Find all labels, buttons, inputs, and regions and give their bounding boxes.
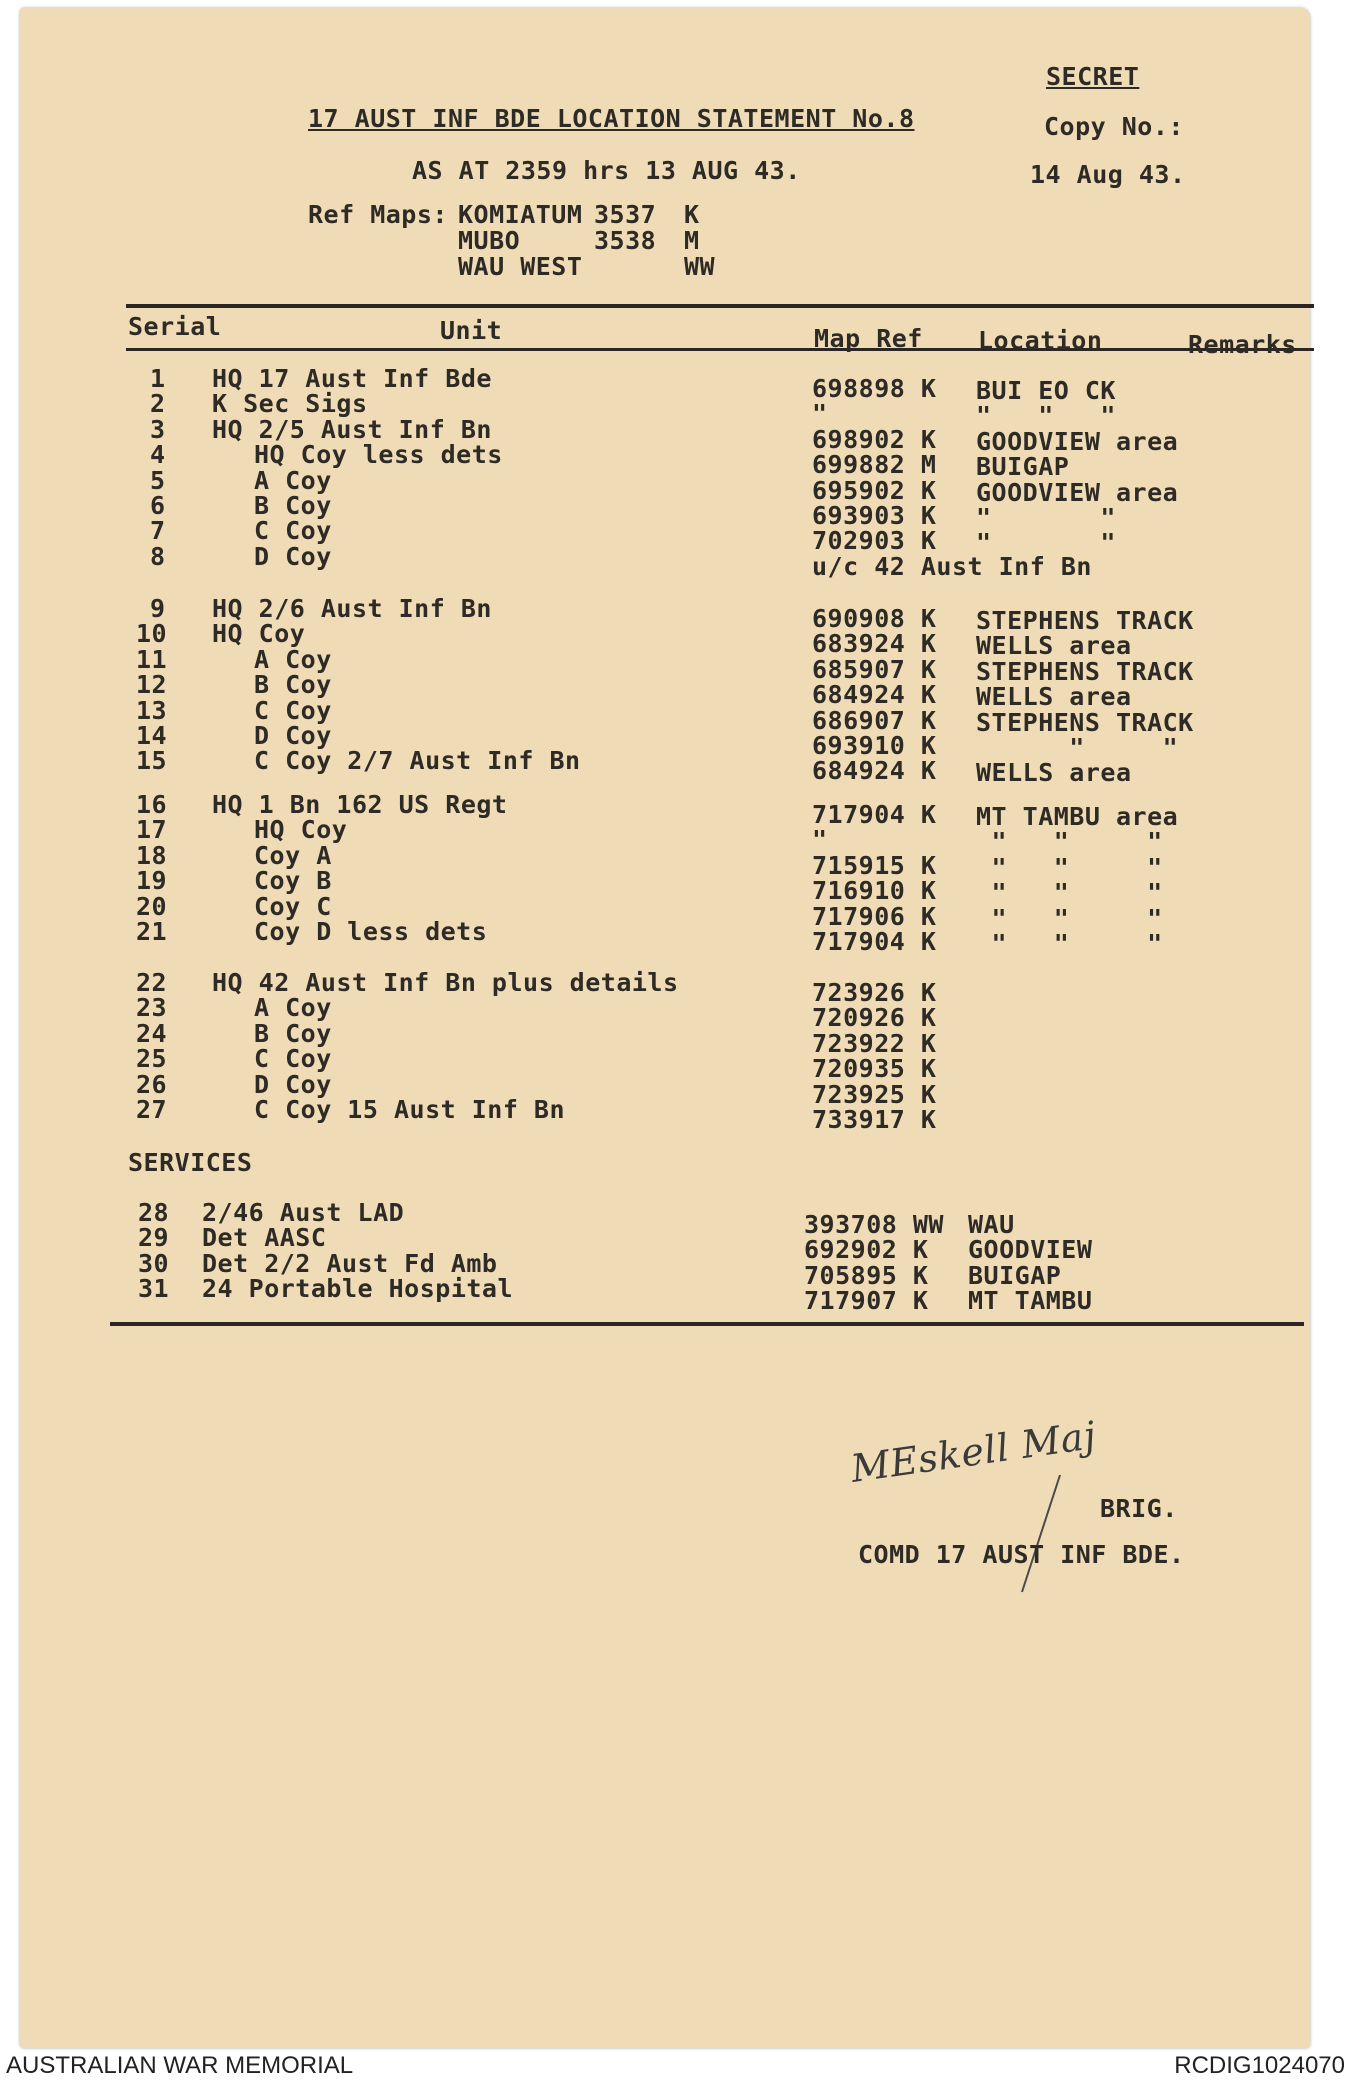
service-map-ref: 692902 K xyxy=(804,1235,929,1264)
header-bottom-rule xyxy=(126,348,1314,351)
row-serial: 19 xyxy=(136,866,168,895)
row-location: " " " xyxy=(976,878,1163,907)
row-location: STEPHENS TRACK xyxy=(976,708,1194,737)
row-map-ref: 717906 K xyxy=(812,902,937,931)
row-map-ref: 699882 M xyxy=(812,450,937,479)
row-map-ref: " xyxy=(812,399,828,428)
row-map-ref: 690908 K xyxy=(812,604,937,633)
ref-map-number: 3538 xyxy=(594,226,657,255)
row-serial: 15 xyxy=(136,746,168,775)
row-map-ref: 698898 K xyxy=(812,374,937,403)
row-unit: HQ 1 Bn 162 US Regt xyxy=(212,790,508,819)
service-serial: 29 xyxy=(138,1223,170,1252)
row-serial: 23 xyxy=(136,993,168,1022)
row-location: " " " xyxy=(976,853,1163,882)
row-map-ref: 683924 K xyxy=(812,629,937,658)
row-serial: 6 xyxy=(150,491,166,520)
row-unit: C Coy xyxy=(254,1044,332,1073)
service-location: MT TAMBU xyxy=(968,1286,1093,1315)
footer-archive: AUSTRALIAN WAR MEMORIAL xyxy=(6,2052,354,2079)
service-map-ref: 717907 K xyxy=(804,1286,929,1315)
ref-maps-label: Ref Maps: xyxy=(308,200,448,229)
header-location: Location xyxy=(978,326,1103,355)
ref-map-name: KOMIATUM xyxy=(458,200,583,229)
ref-map-code: WW xyxy=(684,252,716,281)
row-serial: 8 xyxy=(150,542,166,571)
header-unit: Unit xyxy=(440,316,503,345)
copy-number-label: Copy No.: xyxy=(1044,112,1184,141)
row-map-ref: 684924 K xyxy=(812,756,937,785)
row-unit: Coy A xyxy=(254,841,332,870)
row-unit: HQ Coy xyxy=(212,619,306,648)
row-serial: 14 xyxy=(136,721,168,750)
row-location: " " " xyxy=(976,401,1116,430)
row-serial: 10 xyxy=(136,619,168,648)
row-serial: 2 xyxy=(150,389,166,418)
row-serial: 25 xyxy=(136,1044,168,1073)
ref-map-name: WAU WEST xyxy=(458,252,583,281)
row-serial: 27 xyxy=(136,1095,168,1124)
row-unit: HQ Coy less dets xyxy=(254,440,503,469)
row-location: WELLS area xyxy=(976,682,1132,711)
row-location: GOODVIEW area xyxy=(976,427,1179,456)
ref-map-number: 3537 xyxy=(594,200,657,229)
row-map-ref: 716910 K xyxy=(812,876,937,905)
row-unit: C Coy 15 Aust Inf Bn xyxy=(254,1095,566,1124)
service-unit: 24 Portable Hospital xyxy=(202,1274,514,1303)
row-serial: 1 xyxy=(150,364,166,393)
row-serial: 7 xyxy=(150,516,166,545)
handwritten-signature: MEskell Maj xyxy=(848,1413,1099,1491)
row-unit: HQ 17 Aust Inf Bde xyxy=(212,364,492,393)
document-title: 17 AUST INF BDE LOCATION STATEMENT No.8 xyxy=(308,104,915,133)
row-location: MT TAMBU area xyxy=(976,802,1179,831)
service-unit: Det AASC xyxy=(202,1223,327,1252)
row-unit: C Coy xyxy=(254,696,332,725)
row-map-ref: 720935 K xyxy=(812,1054,937,1083)
row-map-ref: 686907 K xyxy=(812,706,937,735)
row-location: BUIGAP xyxy=(976,452,1070,481)
row-map-ref: 702903 K xyxy=(812,526,937,555)
row-unit: HQ 42 Aust Inf Bn plus details xyxy=(212,968,679,997)
service-map-ref: 705895 K xyxy=(804,1261,929,1290)
row-map-ref: 695902 K xyxy=(812,476,937,505)
row-location: BUI EO CK xyxy=(976,376,1116,405)
row-map-ref: 733917 K xyxy=(812,1105,937,1134)
row-location: GOODVIEW area xyxy=(976,478,1179,507)
header-serial: Serial xyxy=(128,312,222,341)
ref-map-name: MUBO xyxy=(458,226,521,255)
row-map-ref: 684924 K xyxy=(812,680,937,709)
row-location: " " " xyxy=(976,929,1163,958)
row-serial: 17 xyxy=(136,815,168,844)
row-unit: B Coy xyxy=(254,1019,332,1048)
row-serial: 24 xyxy=(136,1019,168,1048)
row-map-ref: " xyxy=(812,825,828,854)
row-serial: 21 xyxy=(136,917,168,946)
row-map-ref: 723922 K xyxy=(812,1029,937,1058)
row-unit: A Coy xyxy=(254,645,332,674)
row-serial: 9 xyxy=(150,594,166,623)
row-map-ref: 685907 K xyxy=(812,655,937,684)
row-unit: Coy B xyxy=(254,866,332,895)
ref-map-code: M xyxy=(684,226,700,255)
row-unit: HQ 2/6 Aust Inf Bn xyxy=(212,594,492,623)
row-map-ref: 723926 K xyxy=(812,978,937,1007)
row-unit: D Coy xyxy=(254,721,332,750)
service-map-ref: 393708 WW xyxy=(804,1210,944,1239)
row-serial: 26 xyxy=(136,1070,168,1099)
service-location: WAU xyxy=(968,1210,1015,1239)
table-bottom-rule xyxy=(110,1322,1304,1326)
row-serial: 11 xyxy=(136,645,168,674)
row-map-ref: 723925 K xyxy=(812,1080,937,1109)
ref-map-code: K xyxy=(684,200,700,229)
row-serial: 16 xyxy=(136,790,168,819)
as-at-line: AS AT 2359 hrs 13 AUG 43. xyxy=(412,156,801,185)
signature-stroke xyxy=(1010,1470,1070,1600)
row-map-ref: 720926 K xyxy=(812,1003,937,1032)
classification-mark: SECRET xyxy=(1046,62,1140,91)
signatory-appointment: COMD 17 AUST INF BDE. xyxy=(858,1540,1185,1569)
row-map-ref: 693910 K xyxy=(812,731,937,760)
service-location: BUIGAP xyxy=(968,1261,1062,1290)
row-unit: D Coy xyxy=(254,1070,332,1099)
document-date: 14 Aug 43. xyxy=(1030,160,1186,189)
row-serial: 12 xyxy=(136,670,168,699)
row-map-ref: 715915 K xyxy=(812,851,937,880)
row-serial: 3 xyxy=(150,415,166,444)
row-map-ref: 717904 K xyxy=(812,800,937,829)
row-unit: A Coy xyxy=(254,466,332,495)
row-serial: 13 xyxy=(136,696,168,725)
header-remarks: Remarks xyxy=(1188,330,1297,359)
row-serial: 18 xyxy=(136,841,168,870)
service-serial: 30 xyxy=(138,1249,170,1278)
signatory-rank: BRIG. xyxy=(1100,1494,1178,1523)
service-location: GOODVIEW xyxy=(968,1235,1093,1264)
row-unit: HQ Coy xyxy=(254,815,348,844)
row-unit: C Coy 2/7 Aust Inf Bn xyxy=(254,746,581,775)
row-map-ref: 698902 K xyxy=(812,425,937,454)
row-map-ref: 717904 K xyxy=(812,927,937,956)
service-unit: 2/46 Aust LAD xyxy=(202,1198,405,1227)
footer-reference: RCDIG1024070 xyxy=(1174,2052,1345,2079)
header-map-ref: Map Ref xyxy=(814,324,923,353)
row-serial: 5 xyxy=(150,466,166,495)
row-unit: B Coy xyxy=(254,670,332,699)
row-unit: B Coy xyxy=(254,491,332,520)
row-unit: D Coy xyxy=(254,542,332,571)
service-unit: Det 2/2 Aust Fd Amb xyxy=(202,1249,498,1278)
row-unit: C Coy xyxy=(254,516,332,545)
row-serial: 22 xyxy=(136,968,168,997)
row-serial: 4 xyxy=(150,440,166,469)
row-unit: HQ 2/5 Aust Inf Bn xyxy=(212,415,492,444)
row-location: " " " xyxy=(976,827,1163,856)
row-unit: K Sec Sigs xyxy=(212,389,368,418)
service-serial: 31 xyxy=(138,1274,170,1303)
row-location: " " xyxy=(976,503,1116,532)
table-top-rule xyxy=(126,304,1314,308)
row-serial: 20 xyxy=(136,892,168,921)
row-unit: Coy C xyxy=(254,892,332,921)
row-location: STEPHENS TRACK xyxy=(976,606,1194,635)
row-map-ref: u/c 42 Aust Inf Bn xyxy=(812,552,1092,581)
row-location: WELLS area xyxy=(976,631,1132,660)
row-location: " " xyxy=(976,733,1179,762)
row-map-ref: 693903 K xyxy=(812,501,937,530)
service-serial: 28 xyxy=(138,1198,170,1227)
row-unit: A Coy xyxy=(254,993,332,1022)
services-label: SERVICES xyxy=(128,1148,253,1177)
row-location: " " " xyxy=(976,904,1163,933)
row-unit: Coy D less dets xyxy=(254,917,488,946)
row-location: STEPHENS TRACK xyxy=(976,657,1194,686)
row-location: WELLS area xyxy=(976,758,1132,787)
row-location: " " xyxy=(976,528,1116,557)
